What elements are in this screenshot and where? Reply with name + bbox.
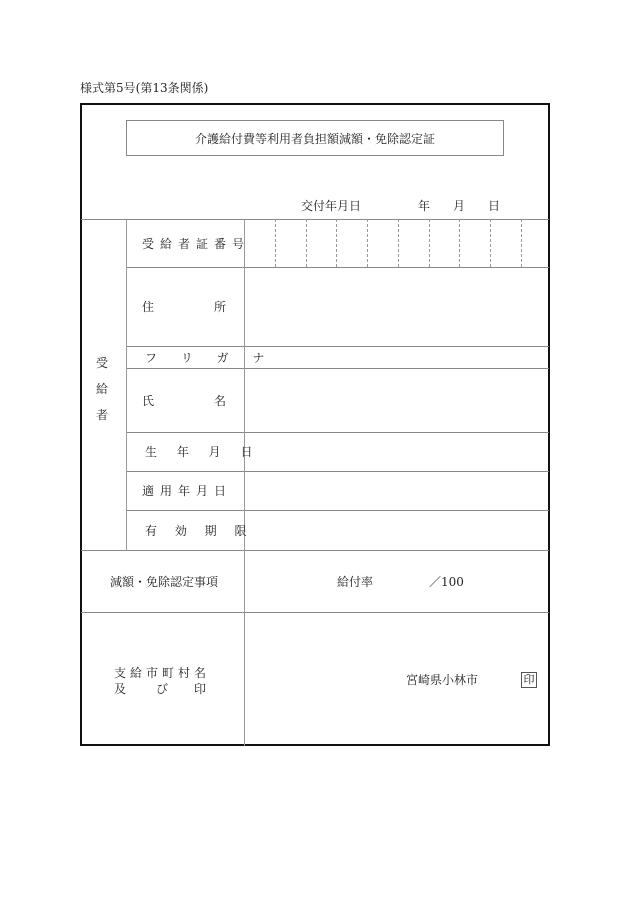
divider [81,612,549,613]
municipality-name: 宮崎県小林市 [406,672,479,687]
label-address-left: 住 [142,300,155,314]
divider [126,219,127,550]
benefit-rate-label: 給付率 [337,574,374,589]
number-cell-divider [367,219,368,267]
municipality-label-line1: 支給市町村名 [114,665,211,680]
validity-period-field[interactable] [245,511,549,549]
name-field[interactable] [245,369,549,431]
certificate-title [126,120,504,156]
furigana-field[interactable] [245,347,549,367]
issue-date-label: 交付年月日 [301,199,362,213]
municipality-label-seal: 印 [194,681,207,696]
recipient-group-label: 受 給 者 [95,356,108,422]
label-birthdate: 生 年 月 日 [145,445,261,459]
label-address-right: 所 [214,300,227,314]
label-validity-period: 有 効 期 限 [145,523,254,538]
label-furigana: フ リ ガ ナ [145,350,275,365]
effective-date-field[interactable] [245,472,549,509]
number-cell-divider [459,219,460,267]
number-cell-divider [429,219,430,267]
issue-date-month: 月 [453,199,466,213]
number-cell-divider [398,219,399,267]
number-cell-divider [336,219,337,267]
number-cell-divider [275,219,276,267]
address-field[interactable] [245,268,549,345]
form-number: 様式第5号(第13条関係) [80,81,209,95]
label-recipient-number: 受給者証番号 [142,236,251,251]
label-effective-date: 適用年月日 [142,484,233,498]
number-cell-divider [490,219,491,267]
municipality-label-also: び [156,681,169,696]
birthdate-field[interactable] [245,433,549,470]
label-name-left: 氏 [142,393,155,408]
number-cell-divider [521,219,522,267]
municipality-label-and: 及 [114,681,127,696]
title-text: 介護給付費等利用者負担額減額・免除認定証 [194,131,435,146]
reduction-label: 減額・免除認定事項 [110,574,219,589]
issue-date-year: 年 [418,199,431,213]
number-cell-divider [306,219,307,267]
label-name-right: 名 [214,393,227,408]
benefit-rate-suffix: ／100 [429,574,464,589]
issue-date-day: 日 [488,199,501,213]
seal-stamp-icon: 印 [521,672,537,688]
